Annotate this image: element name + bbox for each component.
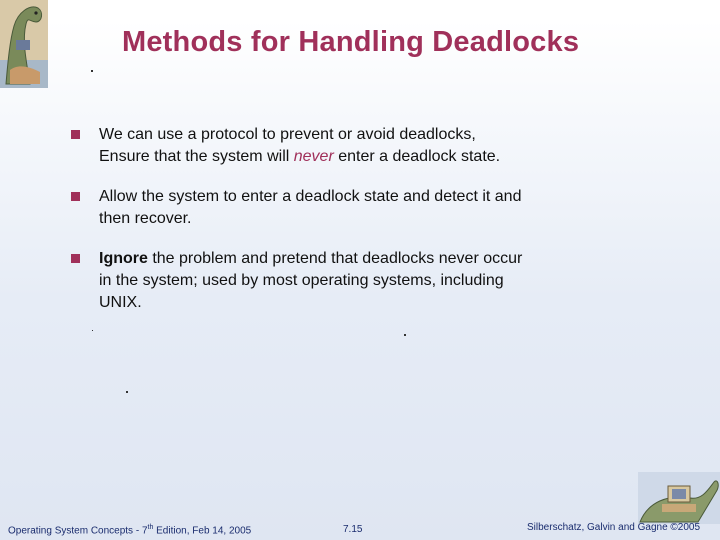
- bullet-line: UNIX.: [99, 294, 142, 311]
- dinosaur-computer-icon: [638, 472, 720, 524]
- square-bullet-icon: [71, 130, 80, 139]
- bullet-item-prevent: [71, 124, 591, 168]
- page-title: Methods for Handling Deadlocks: [122, 26, 580, 58]
- footer-text: Operating System Concepts - 7: [8, 525, 148, 537]
- bullet-line: then recover.: [99, 210, 192, 227]
- bullet-line: [99, 146, 591, 168]
- bullet-line: [99, 248, 591, 270]
- bullet-line: in the system; used by most operating systems, including: [99, 272, 504, 289]
- dinosaur-logo-icon: [0, 0, 48, 88]
- page-number: 7.15: [343, 524, 363, 535]
- bullet-item-ignore: [71, 248, 591, 314]
- bullet-text: the problem and pretend that deadlocks never occur: [147, 250, 523, 267]
- square-bullet-icon: [71, 192, 80, 201]
- speck-mark: [404, 334, 406, 336]
- bullet-line: Allow the system to enter a deadlock state and detect it and: [99, 188, 522, 205]
- bullet-text: Ensure that the system will: [99, 148, 294, 165]
- bullet-line: We can use a protocol to prevent or avoid deadlocks,: [99, 126, 476, 143]
- square-bullet-icon: [71, 254, 80, 263]
- footer-text: Edition, Feb 14, 2005: [153, 525, 252, 537]
- footer-copyright: Silberschatz, Galvin and Gagne ©2005: [527, 522, 701, 533]
- footer-superscript: th: [147, 524, 154, 531]
- bold-text: Ignore: [99, 250, 148, 267]
- emphasis-text: never: [293, 148, 334, 165]
- speck-mark: [92, 330, 93, 331]
- speck-mark: [91, 70, 93, 72]
- bullet-text: enter a deadlock state.: [333, 148, 501, 165]
- footer-course-info: [8, 524, 251, 536]
- bullet-list: [71, 124, 591, 332]
- bullet-item-detect: [71, 186, 591, 230]
- speck-mark: [126, 391, 128, 393]
